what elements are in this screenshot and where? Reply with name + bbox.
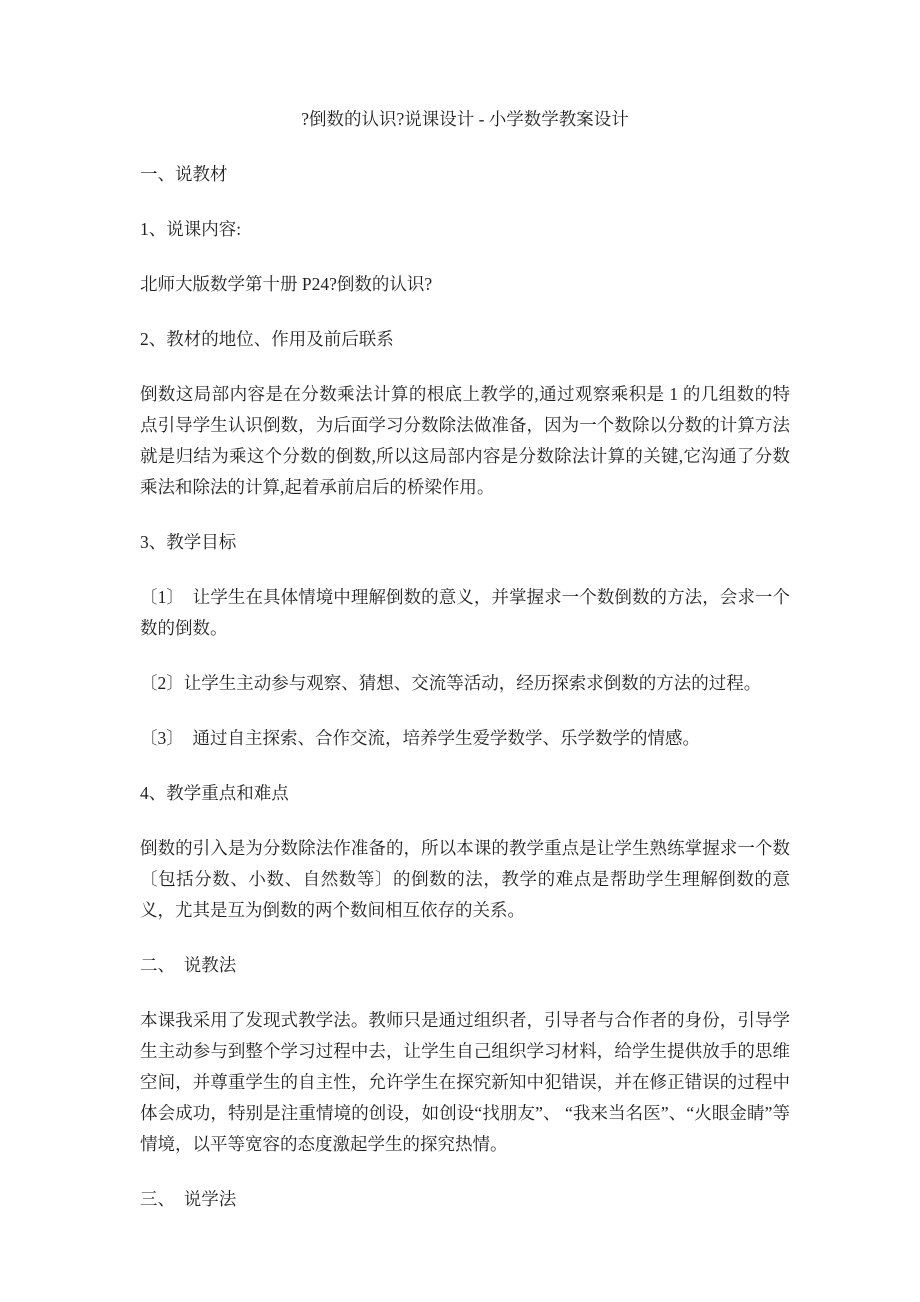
paragraph-goal-3: 〔3〕 通过自主探索、合作交流，培养学生爱学数学、乐学数学的情感。 [140,728,700,748]
document-title: ?倒数的认识?说课设计 - 小学数学教案设计 [301,109,629,129]
paragraph-textbook-source: 北师大版数学第十册 P24?倒数的认识? [140,274,433,294]
heading-lecture-content: 1、说课内容: [140,219,242,239]
paragraph-textbook-position-detail: 倒数这局部内容是在分数乘法计算的根底上教学的,通过观察乘积是 1 的几组数的特点引导学生认识倒数，为后面学习分数除法做准备，因为一个数除以分数的计算方法就是归结为乘这个分数的倒数,所以这局部内容是分数除法计算的关键,它沟通了分数乘法和除法的计算,起着承前启后的桥梁作用。 [140,384,790,497]
paragraph-teaching-method-detail: 本课我采用了发现式教学法。教师只是通过组织者，引导者与合作者的身份，引导学生主动参与到整个学习过程中去，让学生自己组织学习材料，给学生提供放手的思维空间，并尊重学生的自主性，允许学生在探究新知中犯错误，并在修正错误的过程中体会成功，特别是注重情境的创设，如创设“找朋友”、 “我来当名医”、“火眼金睛”等情境，以平等宽容的态度激起学生的探究热情。 [140,1010,790,1154]
heading-part-3-learning-method: 三、 说学法 [140,1189,237,1209]
heading-part-2-teaching-method: 二、 说教法 [140,955,237,975]
paragraph-key-difficult-points-detail: 倒数的引入是为分数除法作准备的，所以本课的教学重点是让学生熟练掌握求一个数〔包括分数、小数、自然数等〕的倒数的法，教学的难点是帮助学生理解倒数的意义，尤其是互为倒数的两个数间相互依存的关系。 [140,838,790,920]
heading-part-1-textbook: 一、说教材 [140,164,228,184]
paragraph-goal-1: 〔1〕 让学生在具体情境中理解倒数的意义，并掌握求一个数倒数的方法，会求一个数的倒数。 [140,587,790,638]
paragraph-goal-2: 〔2〕让学生主动参与观察、猜想、交流等活动，经历探索求倒数的方法的过程。 [140,673,762,693]
heading-key-difficult-points: 4、教学重点和难点 [140,783,289,803]
heading-textbook-position: 2、教材的地位、作用及前后联系 [140,329,394,349]
heading-teaching-goals: 3、教学目标 [140,532,237,552]
